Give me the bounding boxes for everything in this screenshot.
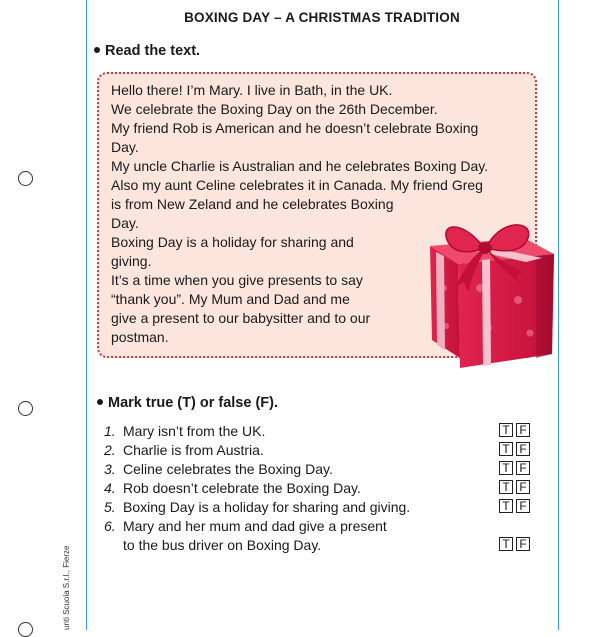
bullet-dot-icon (94, 47, 100, 53)
tf-boxes (499, 537, 530, 551)
true-box[interactable]: T (499, 442, 513, 456)
statement-item (104, 498, 544, 517)
true-box[interactable]: T (499, 423, 513, 437)
false-box[interactable]: F (516, 423, 530, 437)
passage-line: Also my aunt Celine celebrates it in Canada. My friend Greg (111, 177, 483, 193)
instruction-read-text: Read the text. (105, 43, 201, 59)
page-title: BOXING DAY – A CHRISTMAS TRADITION (184, 10, 460, 25)
statement-number: 6. (104, 518, 116, 534)
true-box[interactable]: T (499, 537, 513, 551)
passage-line: postman. (111, 329, 169, 345)
passage-line: Boxing Day is a holiday for sharing and (111, 234, 354, 250)
passage-line: It’s a time when you give presents to say (111, 272, 363, 288)
passage-line: Hello there! I’m Mary. I live in Bath, in the UK. (111, 82, 393, 98)
passage-line: is from New Zeland and he celebrates Boxing (111, 196, 394, 212)
statement-number: 5. (104, 499, 116, 515)
passage-line: “thank you”. My Mum and Dad and me (111, 291, 350, 307)
statement-continuation (104, 536, 544, 555)
false-box[interactable]: F (516, 499, 530, 513)
statement-item (104, 479, 544, 498)
passage-line: My uncle Charlie is Australian and he celebrates Boxing Day. (111, 158, 489, 174)
tf-boxes (499, 461, 530, 475)
passage-line: give a present to our babysitter and to our (111, 310, 371, 326)
statement-item (104, 460, 544, 479)
false-box[interactable]: F (516, 461, 530, 475)
binder-hole-icon (18, 171, 33, 186)
tf-boxes (499, 499, 530, 513)
statement-text: Rob doesn’t celebrate the Boxing Day. (123, 480, 361, 496)
tf-boxes (499, 480, 530, 494)
instruction-mark (97, 395, 278, 411)
publisher-credit: unti Scuola S.r.l., Fierze (62, 545, 71, 630)
statement-text: Charlie is from Austria. (123, 442, 264, 458)
statement-text: Mary and her mum and dad give a present (123, 518, 387, 534)
tf-boxes (499, 423, 530, 437)
passage-line: Day. (111, 215, 139, 231)
statement-item (104, 422, 544, 441)
statement-item (104, 441, 544, 460)
statement-text: to the bus driver on Boxing Day. (123, 537, 322, 553)
statement-text: Mary isn’t from the UK. (123, 423, 266, 439)
instruction-mark-text: Mark true (T) or false (F). (108, 395, 278, 411)
statement-number: 1. (104, 423, 116, 439)
gift-box-icon (418, 208, 558, 373)
true-box[interactable]: T (499, 499, 513, 513)
passage-line: My friend Rob is American and he doesn’t celebrate Boxing (111, 120, 479, 136)
false-box[interactable]: F (516, 537, 530, 551)
false-box[interactable]: F (516, 442, 530, 456)
true-box[interactable]: T (499, 461, 513, 475)
margin-rule-right (558, 0, 559, 630)
statement-text: Celine celebrates the Boxing Day. (123, 461, 333, 477)
statement-number: 3. (104, 461, 116, 477)
statement-number: 4. (104, 480, 116, 496)
margin-rule-left (86, 0, 87, 630)
statement-item (104, 517, 544, 536)
false-box[interactable]: F (516, 480, 530, 494)
true-false-list (104, 422, 544, 555)
instruction-read (94, 43, 200, 59)
true-box[interactable]: T (499, 480, 513, 494)
passage-line: giving. (111, 253, 152, 269)
statement-text: Boxing Day is a holiday for sharing and giving. (123, 499, 411, 515)
bullet-dot-icon (97, 399, 103, 405)
binder-hole-icon (18, 401, 33, 416)
tf-boxes (499, 442, 530, 456)
statement-number: 2. (104, 442, 116, 458)
passage-line: We celebrate the Boxing Day on the 26th December. (111, 101, 438, 117)
passage-line: Day. (111, 139, 139, 155)
